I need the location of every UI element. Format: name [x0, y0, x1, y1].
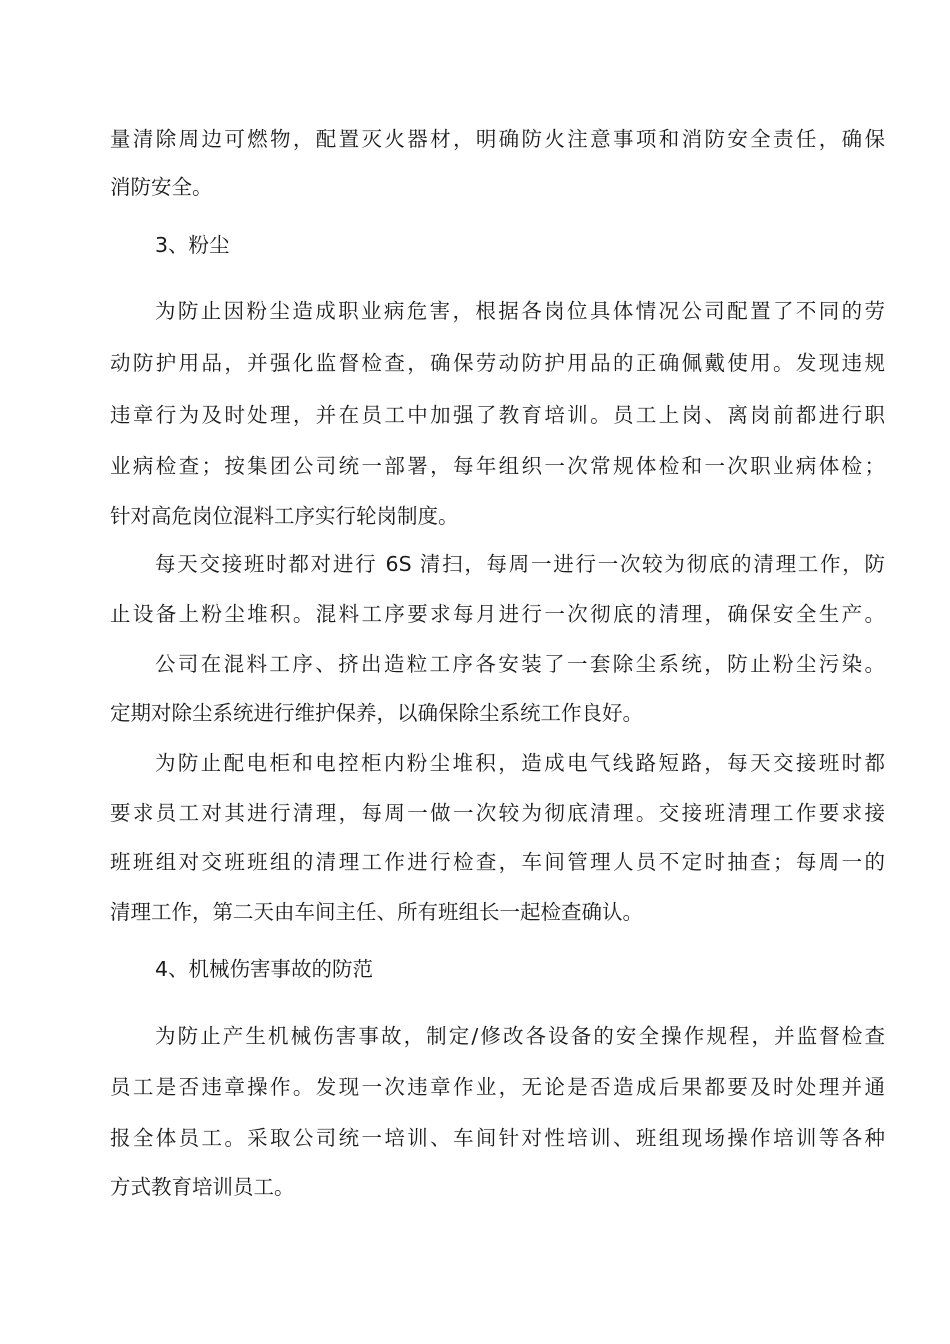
paragraph-line: 公司在混料工序、挤出造粒工序各安装了一套除尘系统，防止粉尘污染。	[155, 652, 885, 676]
paragraph-line: 消防安全。	[110, 175, 213, 199]
paragraph-line: 为防止产生机械伤害事故，制定/修改各设备的安全操作规程，并监督检查	[155, 1024, 885, 1048]
paragraph-line: 报全体员工。采取公司统一培训、车间针对性培训、班组现场操作培训等各种	[110, 1126, 885, 1150]
paragraph-line: 止设备上粉尘堆积。混料工序要求每月进行一次彻底的清理，确保安全生产。	[110, 602, 885, 626]
paragraph-line: 定期对除尘系统进行维护保养，以确保除尘系统工作良好。	[110, 701, 643, 725]
paragraph-line: 要求员工对其进行清理，每周一做一次较为彻底清理。交接班清理工作要求接	[110, 801, 885, 825]
paragraph-line: 每天交接班时都对进行 6S 清扫，每周一进行一次较为彻底的清理工作，防	[155, 552, 885, 576]
paragraph-line: 为防止配电柜和电控柜内粉尘堆积，造成电气线路短路，每天交接班时都	[155, 751, 885, 775]
paragraph-line: 班班组对交班班组的清理工作进行检查，车间管理人员不定时抽查；每周一的	[110, 850, 885, 874]
paragraph-line: 清理工作，第二天由车间主任、所有班组长一起检查确认。	[110, 900, 643, 924]
paragraph-line: 动防护用品，并强化监督检查，确保劳动防护用品的正确佩戴使用。发现违规	[110, 351, 885, 375]
section-heading-mechanical: 4、机械伤害事故的防范	[155, 957, 374, 981]
paragraph-line: 违章行为及时处理，并在员工中加强了教育培训。员工上岗、离岗前都进行职	[110, 403, 885, 427]
paragraph-line: 量清除周边可燃物，配置灭火器材，明确防火注意事项和消防安全责任，确保	[110, 127, 885, 151]
paragraph-line: 针对高危岗位混料工序实行轮岗制度。	[110, 504, 459, 528]
paragraph-line: 业病检查；按集团公司统一部署，每年组织一次常规体检和一次职业病体检；	[110, 454, 885, 478]
paragraph-line: 员工是否违章操作。发现一次违章作业，无论是否造成后果都要及时处理并通	[110, 1075, 885, 1099]
section-heading-dust: 3、粉尘	[155, 233, 230, 257]
paragraph-line: 方式教育培训员工。	[110, 1175, 295, 1199]
paragraph-line: 为防止因粉尘造成职业病危害，根据各岗位具体情况公司配置了不同的劳	[155, 299, 885, 323]
